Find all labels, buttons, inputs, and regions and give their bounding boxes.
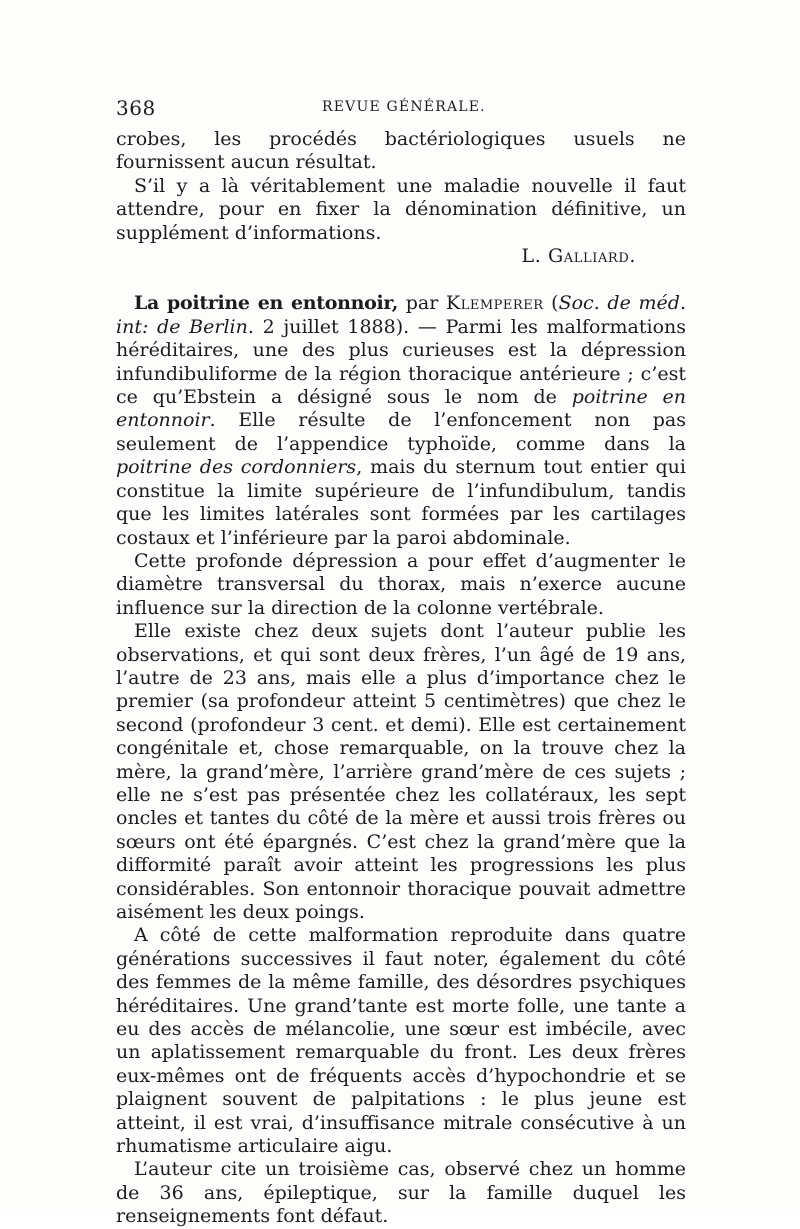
review-paragraph-1: [116, 292, 686, 549]
author-signature: L. Galliard.: [521, 245, 636, 268]
review-author: Klemperer: [446, 292, 544, 315]
review-date: 2 juillet 1888). —: [253, 315, 446, 338]
review-paragraph-2: Cette profonde dépression a pour effet d’augmenter le diamètre transversal du thorax, mais n’exerce aucune influence sur la direction de la colonne vertébrale.: [116, 549, 686, 619]
term-poitrine-en-entonnoir: poitrine en entonnoir: [116, 386, 686, 432]
review-paragraph-5: L’auteur cite un troisième cas, observé chez un homme de 36 ans, épileptique, sur la famille duquel les renseignements font défaut.: [116, 1158, 686, 1228]
previous-article-paragraph-2: S’il y a là véritablement une maladie nouvelle il faut attendre, pour en fixer la dénomination définitive, un supplément d’informations.: [116, 174, 686, 244]
previous-article-paragraph-1: crobes, les procédés bactériologiques usuels ne fournissent aucun résultat.: [116, 128, 686, 174]
review-paragraph-4: A côté de cette malformation reproduite dans quatre générations successives il faut noter, également du côté des femmes de la même famille, des désordres psychiques héréditaires. Une grand’tante est morte folle, une tante a eu des accès de mélancolie, une sœur est imbécile, avec un aplatissement remarquable du front. Les deux frères eux-mêmes ont de fréquents accès d’hypochondrie et se plaignent souvent de palpitations : le plus jeune est atteint, il est vrai, d’insuffisance mitrale consécutive à un rhumatisme articulaire aigu.: [116, 924, 686, 1158]
journal-title: REVUE GÉNÉRALE.: [322, 99, 486, 115]
page-number: 368: [116, 96, 156, 120]
review-by: par: [398, 292, 447, 315]
body-text: [116, 128, 686, 1229]
review-intro-2: . Elle résulte de l’enfoncement non pas seulement de l’appendice typhoïde, comme dans la: [116, 409, 686, 455]
review-paragraph-3: Elle existe chez deux sujets dont l’auteur publie les observations, et qui sont deux frères, l’un âgé de 19 ans, l’autre de 23 ans, mais elle a plus d’importance chez le premier (sa profondeur atteint 5 centimètres) que chez le second (profondeur 3 cent. et demi). Elle est certainement congénitale et, chose remarquable, on la trouve chez la mère, la grand’mère, l’arrière grand’mère de ces sujets ; elle ne s’est pas présentée chez les collatéraux, les sept oncles et tantes du côté de la mère et aussi trois frères ou sœurs ont été épargnés. C’est chez la grand’mère que la difformité paraît avoir atteint les progressions les plus considérables. Son entonnoir thoracique pouvait admettre aisément les deux poings.: [116, 620, 686, 923]
review-intro-3: , mais du sternum tout entier qui constitue la limite supérieure de l’infundibulum, tandis que les limites latérales sont formées par les cartilages costaux et l’inférieure par la paroi abdominale.: [116, 456, 686, 549]
review-title: La poitrine en entonnoir,: [134, 292, 399, 315]
section-spacer: [116, 268, 686, 292]
review-intro-1: Parmi les malformations héréditaires, une des plus curieuses est la dépression infundibuliforme de la région thoracique antérieure ; c’est ce qu’Ebstein a désigné sous le nom de: [116, 315, 686, 409]
term-poitrine-des-cordonniers: poitrine des cordonniers: [116, 456, 357, 479]
review-source-open: (: [543, 292, 559, 315]
running-head: [116, 96, 686, 122]
review-source: Soc. de méd. int: de Berlin.: [116, 292, 686, 338]
